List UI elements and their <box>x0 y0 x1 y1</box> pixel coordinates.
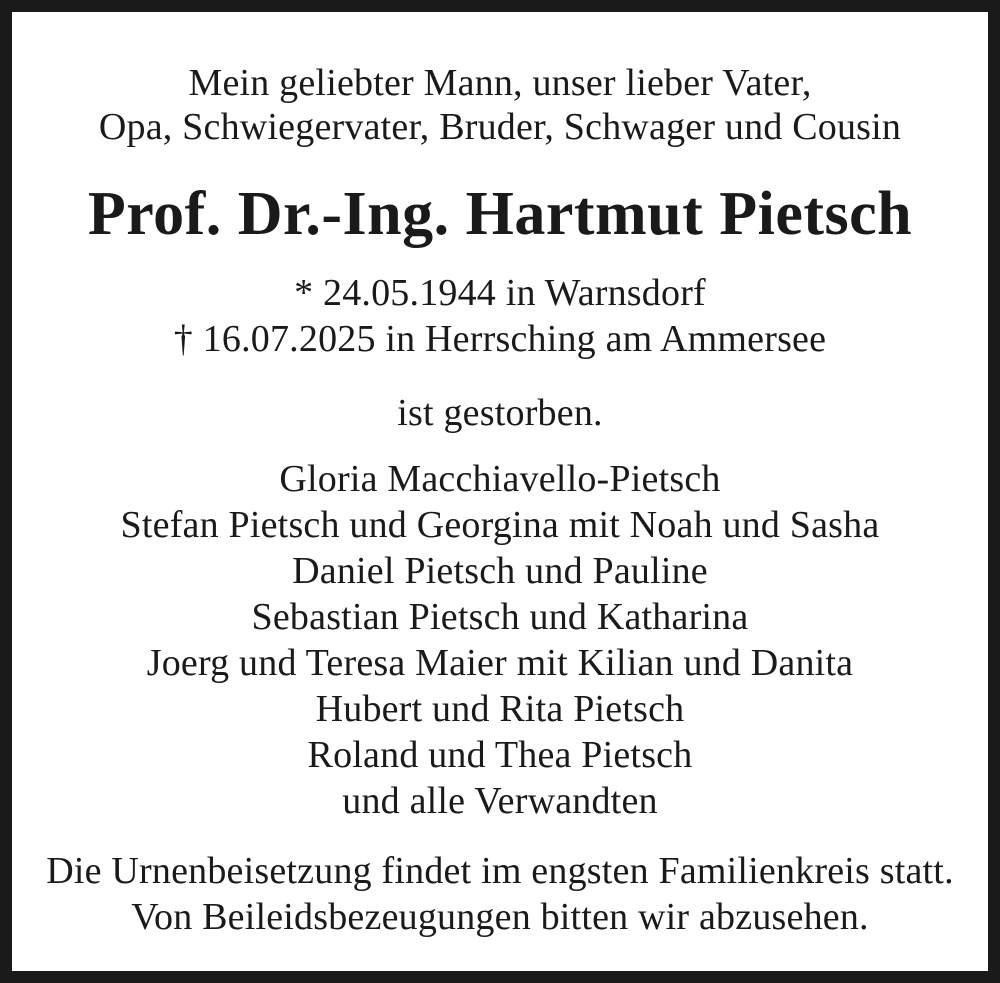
mourner-line: Roland und Thea Pietsch <box>307 734 693 776</box>
birth-date: * 24.05.1944 in Warnsdorf <box>294 272 706 314</box>
mourner-line: Joerg und Teresa Maier mit Kilian und Danita <box>146 642 854 684</box>
death-date: † 16.07.2025 in Herrsching am Ammersee <box>173 318 827 360</box>
intro-line-2: Opa, Schwiegervater, Bruder, Schwager und Cousin <box>98 106 902 148</box>
deceased-name: Prof. Dr.-Ing. Hartmut Pietsch <box>87 180 913 248</box>
mourner-line: Gloria Macchiavello-Pietsch <box>279 458 721 500</box>
mourner-line: Sebastian Pietsch und Katharina <box>251 596 749 638</box>
mourner-line: und alle Verwandten <box>342 780 658 822</box>
closing-line-1: Die Urnenbeisetzung findet im engsten Familienkreis statt. <box>46 850 954 892</box>
mourner-line: Daniel Pietsch und Pauline <box>292 550 708 592</box>
intro-line-1: Mein geliebter Mann, unser lieber Vater, <box>188 62 812 104</box>
statement: ist gestorben. <box>397 392 603 434</box>
mourner-line: Hubert und Rita Pietsch <box>315 688 685 730</box>
closing-line-2: Von Beileidsbezeugungen bitten wir abzusehen. <box>131 896 869 938</box>
mourner-line: Stefan Pietsch und Georgina mit Noah und Sasha <box>120 504 880 546</box>
